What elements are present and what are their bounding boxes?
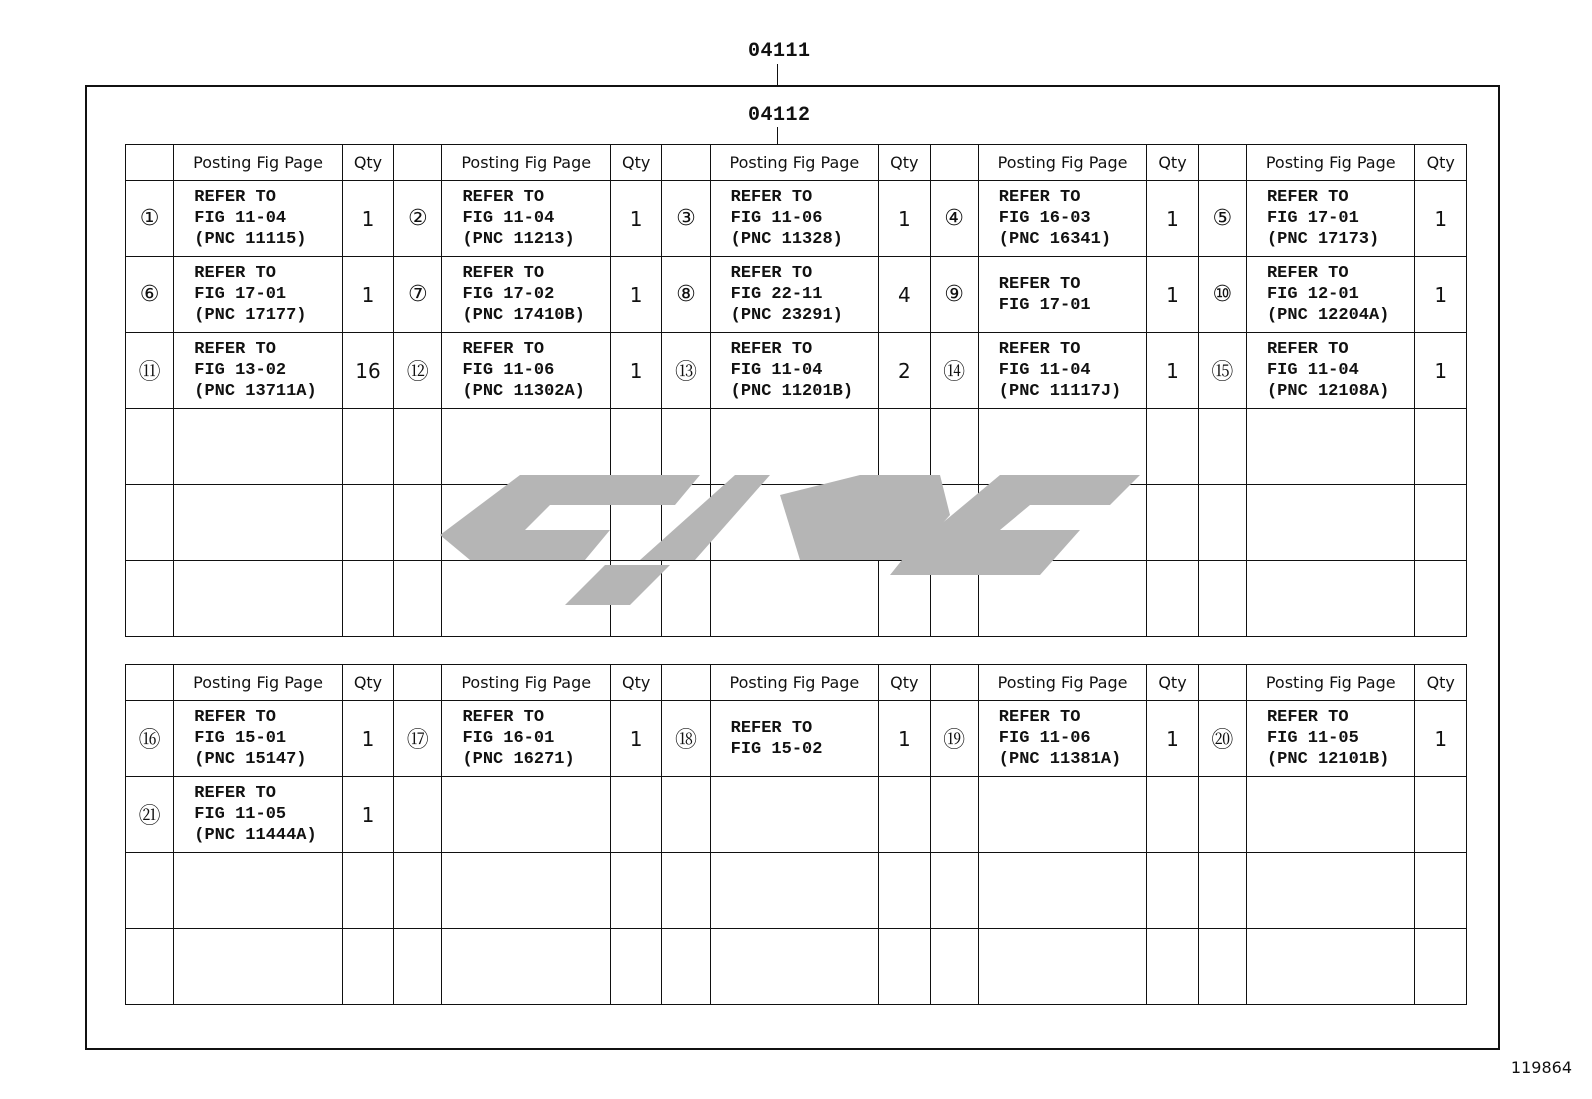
callout-number: ⑨: [930, 257, 978, 333]
header-posting: Posting Fig Page: [710, 665, 879, 701]
quantity-cell: 1: [1415, 257, 1467, 333]
callout-number: ⑪: [126, 333, 174, 409]
header-qty: Qty: [342, 665, 393, 701]
empty-cell: [394, 929, 442, 1005]
empty-cell: [442, 777, 611, 853]
empty-cell: [126, 853, 174, 929]
empty-cell: [1198, 777, 1246, 853]
reference-line-2: FIG 17-01: [998, 295, 1091, 315]
quantity-cell: 1: [879, 701, 930, 777]
reference-line-2: FIG 11-04: [998, 361, 1091, 380]
reference-line-3: (PNC 11444A): [194, 826, 317, 845]
reference-line-3: (PNC 16341): [998, 230, 1112, 249]
empty-cell: [1246, 777, 1415, 853]
quantity-cell: 1: [1147, 701, 1198, 777]
empty-cell: [930, 929, 978, 1005]
empty-cell: [1415, 929, 1467, 1005]
quantity-cell: 2: [879, 333, 930, 409]
quantity-cell: 1: [1147, 257, 1198, 333]
reference-line-3: (PNC 12108A): [1266, 382, 1390, 401]
reference-line-3: (PNC 15147): [194, 750, 307, 769]
quantity-cell: 1: [342, 257, 393, 333]
callout-number: ⑫: [394, 333, 442, 409]
empty-cell: [1147, 777, 1198, 853]
empty-cell: [126, 561, 174, 637]
reference-line-1: REFER TO: [998, 274, 1081, 294]
reference-line-2: FIG 17-01: [194, 285, 287, 304]
reference-cell: [1246, 701, 1415, 777]
reference-cell: [442, 333, 611, 409]
empty-cell: [930, 409, 978, 485]
header-index-cell: [394, 145, 442, 181]
reference-line-2: FIG 11-05: [1266, 729, 1359, 748]
empty-cell: [610, 777, 661, 853]
reference-cell: [710, 181, 879, 257]
empty-cell: [610, 561, 661, 637]
empty-cell: [978, 561, 1147, 637]
reference-line-3: (PNC 11381A): [998, 750, 1122, 769]
table-row: [126, 181, 1467, 257]
callout-number: ⑱: [662, 701, 710, 777]
empty-cell: [978, 485, 1147, 561]
table-row: [126, 485, 1467, 561]
empty-cell: [978, 409, 1147, 485]
callout-number: ⑲: [930, 701, 978, 777]
empty-cell: [710, 561, 879, 637]
quantity-cell: 1: [610, 257, 661, 333]
reference-line-2: FIG 15-01: [194, 729, 287, 748]
header-index-cell: [662, 665, 710, 701]
header-posting: Posting Fig Page: [174, 145, 343, 181]
reference-line-2: FIG 11-04: [462, 209, 555, 228]
reference-line-1: REFER TO: [462, 340, 545, 359]
reference-line-2: FIG 16-01: [462, 729, 555, 748]
reference-line-2: FIG 22-11: [730, 285, 823, 304]
empty-cell: [394, 853, 442, 929]
reference-line-1: REFER TO: [998, 340, 1081, 359]
reference-cell: [442, 701, 611, 777]
empty-cell: [710, 777, 879, 853]
callout-number: ⑩: [1198, 257, 1246, 333]
reference-line-3: (PNC 17173): [1266, 230, 1380, 249]
reference-line-1: REFER TO: [462, 264, 545, 283]
empty-cell: [710, 853, 879, 929]
leader-line-inner: [777, 127, 778, 144]
reference-line-1: REFER TO: [194, 708, 276, 727]
reference-line-3: (PNC 16271): [462, 750, 575, 769]
reference-cell: [174, 333, 343, 409]
reference-cell: [1246, 257, 1415, 333]
callout-number: ③: [662, 181, 710, 257]
callout-number: ⑳: [1198, 701, 1246, 777]
empty-cell: [442, 853, 611, 929]
reference-line-1: REFER TO: [998, 708, 1081, 727]
header-posting: Posting Fig Page: [978, 145, 1147, 181]
reference-line-3: (PNC 12204A): [1266, 306, 1390, 325]
reference-line-1: REFER TO: [462, 708, 545, 727]
empty-cell: [610, 409, 661, 485]
empty-cell: [174, 409, 343, 485]
reference-cell: [442, 257, 611, 333]
empty-cell: [394, 409, 442, 485]
empty-cell: [879, 561, 930, 637]
empty-cell: [394, 485, 442, 561]
assembly-label-04111: 04111: [748, 40, 811, 63]
reference-line-1: REFER TO: [194, 340, 276, 359]
header-posting: Posting Fig Page: [978, 665, 1147, 701]
reference-line-1: REFER TO: [730, 264, 813, 283]
header-posting: Posting Fig Page: [1246, 145, 1415, 181]
reference-cell: [710, 701, 879, 777]
reference-line-3: (PNC 13711A): [194, 382, 317, 401]
reference-cell: [978, 333, 1147, 409]
empty-cell: [1246, 409, 1415, 485]
figure-number: 119864: [1510, 1058, 1572, 1077]
reference-line-2: FIG 15-02: [730, 739, 823, 759]
empty-cell: [1246, 561, 1415, 637]
reference-line-1: REFER TO: [194, 264, 276, 283]
quantity-cell: 1: [1147, 333, 1198, 409]
empty-cell: [1147, 853, 1198, 929]
reference-cell: [174, 777, 343, 853]
reference-cell: [710, 257, 879, 333]
reference-line-2: FIG 12-01: [1266, 285, 1359, 304]
callout-number: ⑤: [1198, 181, 1246, 257]
header-index-cell: [662, 145, 710, 181]
reference-line-3: (PNC 11201B): [730, 382, 854, 401]
empty-cell: [930, 853, 978, 929]
table-row: [126, 701, 1467, 777]
empty-cell: [978, 853, 1147, 929]
empty-cell: [1246, 853, 1415, 929]
header-posting: Posting Fig Page: [1246, 665, 1415, 701]
empty-cell: [662, 561, 710, 637]
reference-cell: [978, 257, 1147, 333]
empty-cell: [342, 409, 393, 485]
empty-cell: [610, 485, 661, 561]
table-row: [126, 409, 1467, 485]
empty-cell: [442, 929, 611, 1005]
reference-cell: [978, 701, 1147, 777]
reference-cell: [174, 257, 343, 333]
header-posting: Posting Fig Page: [710, 145, 879, 181]
header-index-cell: [126, 665, 174, 701]
empty-cell: [978, 929, 1147, 1005]
header-qty: Qty: [879, 145, 930, 181]
empty-cell: [1246, 485, 1415, 561]
table-row: [126, 257, 1467, 333]
header-index-cell: [126, 145, 174, 181]
empty-cell: [710, 485, 879, 561]
empty-cell: [879, 853, 930, 929]
empty-cell: [1147, 485, 1198, 561]
empty-cell: [174, 929, 343, 1005]
empty-cell: [610, 929, 661, 1005]
lower-reference-table: [125, 664, 1467, 1005]
header-posting: Posting Fig Page: [442, 665, 611, 701]
empty-cell: [342, 853, 393, 929]
empty-cell: [1415, 777, 1467, 853]
empty-cell: [610, 853, 661, 929]
reference-cell: [1246, 333, 1415, 409]
empty-cell: [879, 777, 930, 853]
reference-line-2: FIG 11-06: [462, 361, 555, 380]
reference-line-1: REFER TO: [462, 188, 545, 207]
header-qty: Qty: [1147, 665, 1198, 701]
header-posting: Posting Fig Page: [174, 665, 343, 701]
reference-line-2: FIG 11-04: [730, 361, 823, 380]
callout-number: ⑬: [662, 333, 710, 409]
reference-line-2: FIG 13-02: [194, 361, 287, 380]
empty-cell: [879, 409, 930, 485]
empty-cell: [442, 409, 611, 485]
header-qty: Qty: [610, 145, 661, 181]
reference-line-2: FIG 17-02: [462, 285, 555, 304]
reference-line-2: FIG 11-04: [194, 209, 287, 228]
quantity-cell: 1: [1415, 333, 1467, 409]
callout-number: ⑭: [930, 333, 978, 409]
table-row: [126, 777, 1467, 853]
empty-cell: [342, 561, 393, 637]
quantity-cell: 1: [879, 181, 930, 257]
reference-line-1: REFER TO: [1266, 188, 1349, 207]
quantity-cell: 1: [342, 701, 393, 777]
reference-line-2: FIG 11-06: [730, 209, 823, 228]
empty-cell: [879, 485, 930, 561]
header-qty: Qty: [342, 145, 393, 181]
table-row: [126, 561, 1467, 637]
empty-cell: [710, 929, 879, 1005]
header-index-cell: [1198, 665, 1246, 701]
empty-cell: [930, 777, 978, 853]
empty-cell: [174, 485, 343, 561]
reference-line-1: REFER TO: [194, 784, 276, 803]
header-posting: Posting Fig Page: [442, 145, 611, 181]
reference-line-1: REFER TO: [1266, 340, 1349, 359]
reference-cell: [442, 181, 611, 257]
empty-cell: [1147, 929, 1198, 1005]
reference-cell: [710, 333, 879, 409]
empty-cell: [879, 929, 930, 1005]
empty-cell: [1147, 409, 1198, 485]
quantity-cell: 1: [342, 777, 393, 853]
empty-cell: [710, 409, 879, 485]
quantity-cell: 16: [342, 333, 393, 409]
reference-line-2: FIG 17-01: [1266, 209, 1359, 228]
callout-number: ④: [930, 181, 978, 257]
reference-line-2: FIG 11-04: [1266, 361, 1359, 380]
empty-cell: [1415, 485, 1467, 561]
empty-cell: [662, 485, 710, 561]
empty-cell: [394, 777, 442, 853]
callout-number: ⑥: [126, 257, 174, 333]
callout-number: ⑯: [126, 701, 174, 777]
empty-cell: [342, 929, 393, 1005]
empty-cell: [126, 409, 174, 485]
quantity-cell: 1: [610, 701, 661, 777]
empty-cell: [1246, 929, 1415, 1005]
reference-line-2: FIG 16-03: [998, 209, 1091, 228]
empty-cell: [174, 853, 343, 929]
callout-number: ①: [126, 181, 174, 257]
leader-line-outer: [777, 64, 778, 85]
quantity-cell: 1: [1415, 701, 1467, 777]
assembly-label-04112: 04112: [748, 104, 811, 127]
quantity-cell: 1: [610, 333, 661, 409]
reference-cell: [978, 181, 1147, 257]
table-row: [126, 929, 1467, 1005]
empty-cell: [1415, 409, 1467, 485]
empty-cell: [126, 485, 174, 561]
empty-cell: [1198, 485, 1246, 561]
reference-line-3: (PNC 11302A): [462, 382, 585, 401]
header-index-cell: [394, 665, 442, 701]
reference-cell: [174, 181, 343, 257]
reference-cell: [174, 701, 343, 777]
empty-cell: [978, 777, 1147, 853]
empty-cell: [1147, 561, 1198, 637]
callout-number: ⑮: [1198, 333, 1246, 409]
reference-line-3: (PNC 11328): [730, 230, 843, 249]
reference-line-3: (PNC 17177): [194, 306, 307, 325]
empty-cell: [174, 561, 343, 637]
reference-line-1: REFER TO: [194, 188, 276, 207]
empty-cell: [1198, 853, 1246, 929]
header-qty: Qty: [1147, 145, 1198, 181]
empty-cell: [1415, 853, 1467, 929]
empty-cell: [662, 777, 710, 853]
empty-cell: [930, 485, 978, 561]
empty-cell: [442, 561, 611, 637]
quantity-cell: 4: [879, 257, 930, 333]
header-row: [126, 145, 1467, 181]
empty-cell: [662, 853, 710, 929]
reference-line-3: (PNC 11117J): [998, 382, 1122, 401]
quantity-cell: 1: [1415, 181, 1467, 257]
reference-line-2: FIG 11-06: [998, 729, 1091, 748]
reference-line-3: (PNC 12101B): [1266, 750, 1390, 769]
header-qty: Qty: [1415, 665, 1467, 701]
quantity-cell: 1: [342, 181, 393, 257]
callout-number: ㉑: [126, 777, 174, 853]
reference-line-3: (PNC 17410B): [462, 306, 585, 325]
reference-line-1: REFER TO: [1266, 264, 1349, 283]
header-qty: Qty: [1415, 145, 1467, 181]
empty-cell: [1198, 929, 1246, 1005]
callout-number: ⑦: [394, 257, 442, 333]
reference-line-3: (PNC 11213): [462, 230, 575, 249]
callout-number: ②: [394, 181, 442, 257]
reference-line-1: REFER TO: [730, 188, 813, 207]
header-index-cell: [930, 665, 978, 701]
empty-cell: [662, 929, 710, 1005]
reference-line-3: (PNC 23291): [730, 306, 843, 325]
empty-cell: [930, 561, 978, 637]
table-row: [126, 853, 1467, 929]
callout-number: ⑰: [394, 701, 442, 777]
reference-cell: [1246, 181, 1415, 257]
empty-cell: [342, 485, 393, 561]
quantity-cell: 1: [1147, 181, 1198, 257]
empty-cell: [126, 929, 174, 1005]
reference-line-1: REFER TO: [998, 188, 1081, 207]
table-row: [126, 333, 1467, 409]
callout-number: ⑧: [662, 257, 710, 333]
header-qty: Qty: [610, 665, 661, 701]
header-qty: Qty: [879, 665, 930, 701]
header-index-cell: [1198, 145, 1246, 181]
reference-line-1: REFER TO: [1266, 708, 1349, 727]
empty-cell: [662, 409, 710, 485]
header-row: [126, 665, 1467, 701]
header-index-cell: [930, 145, 978, 181]
quantity-cell: 1: [610, 181, 661, 257]
reference-line-1: REFER TO: [730, 340, 813, 359]
empty-cell: [442, 485, 611, 561]
reference-line-3: (PNC 11115): [194, 230, 307, 249]
empty-cell: [1198, 409, 1246, 485]
empty-cell: [1198, 561, 1246, 637]
reference-line-2: FIG 11-05: [194, 805, 287, 824]
reference-line-1: REFER TO: [730, 718, 813, 738]
empty-cell: [394, 561, 442, 637]
empty-cell: [1415, 561, 1467, 637]
upper-reference-table: [125, 144, 1467, 637]
